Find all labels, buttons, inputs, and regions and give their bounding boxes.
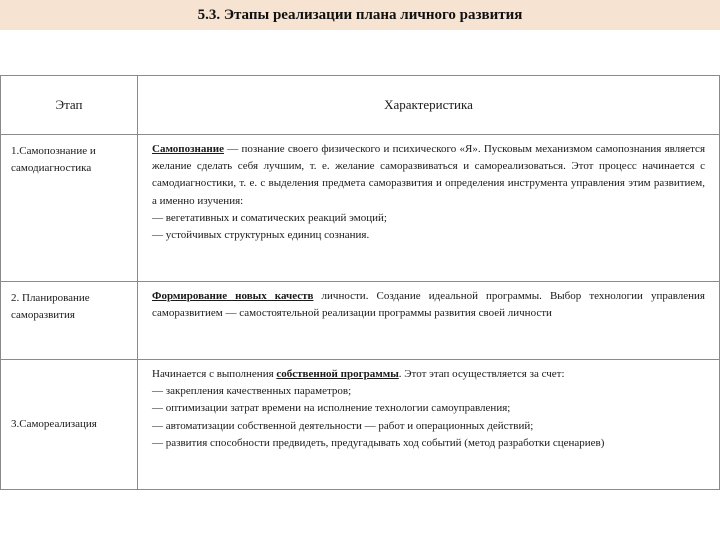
stage-cell: 1.Самопознание и самодиагностика (1, 135, 138, 282)
table-row (1, 360, 720, 490)
stage-cell: 2. Планирование саморазвития (1, 282, 138, 360)
bullet-item: — устойчивых структурных единиц сознания. (152, 229, 370, 242)
header-stage: Этап (1, 76, 138, 135)
table-header-row (1, 76, 720, 135)
stages-table (0, 75, 720, 490)
description-cell (138, 135, 720, 282)
description-text: Начинается с выполнения (152, 368, 277, 380)
bullet-item: — оптимизации затрат времени на исполнение технологии самоуправления; (152, 402, 511, 415)
key-term: Самопознание (152, 143, 224, 155)
description-cell (138, 360, 720, 490)
stage-cell: 3.Самореализация (1, 360, 138, 490)
bullet-item: — автоматизации собственной деятельности — работ и операционных действий; (152, 419, 534, 432)
header-characteristic: Характеристика (138, 76, 720, 135)
description-text: — познание своего физического и психического «Я». Пусковым механизмом самопознания является желание сделать себя лучшим, т. е. желание саморазвиваться и самореализоваться. Этот процесс начинается с самодиагностики, т. е. с выделения предмета саморазвития и определения инструмента управления этим развитием, а именно изучения: (152, 143, 705, 207)
bullet-item: — вегетативных и соматических реакций эмоций; (152, 211, 387, 224)
description-paragraph (152, 141, 705, 210)
table-row (1, 135, 720, 282)
page-title: 5.3. Этапы реализации плана личного развития (0, 0, 720, 30)
description-cell (138, 282, 720, 360)
description-text: личности. Создание идеальной программы. Выбор технологии управления саморазвитием — самостоятельной реализации программы развития своей личности (152, 290, 705, 320)
description-paragraph (152, 366, 705, 383)
table-row (1, 282, 720, 360)
key-term: собственной программы (276, 368, 399, 380)
bullet-item: — развития способности предвидеть, предугадывать ход событий (метод разработки сценариев) (152, 436, 605, 449)
key-term: Формирование новых качеств (152, 290, 314, 302)
description-text: . Этот этап осуществляется за счет: (398, 368, 565, 380)
description-paragraph (152, 288, 705, 322)
bullet-item: — закрепления качественных параметров; (152, 385, 352, 398)
